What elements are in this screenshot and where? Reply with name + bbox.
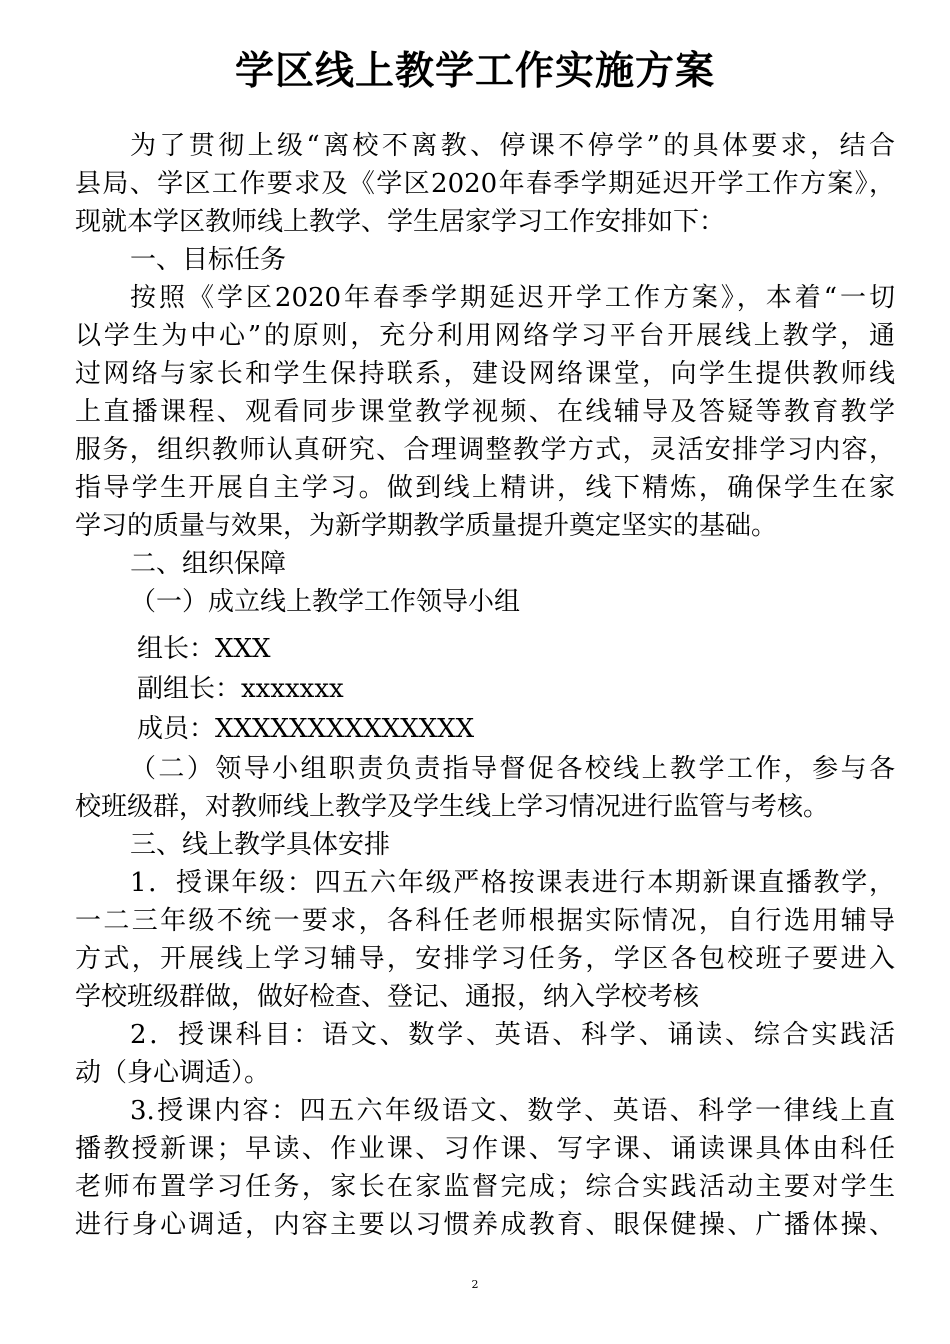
paragraph-line: （二）领导小组职责负责指导督促各校线上教学工作，参与各 xyxy=(130,754,895,784)
section-heading: 一、目标任务 xyxy=(130,245,287,275)
deputy-leader-line: 副组长：xxxxxxx xyxy=(137,674,344,704)
paragraph-line: 播教授新课；早读、作业课、习作课、写字课、诵读课具体由科任 xyxy=(75,1134,895,1164)
section-heading: 三、线上教学具体安排 xyxy=(130,830,391,860)
paragraph-line: 3.授课内容：四五六年级语文、数学、英语、科学一律线上直 xyxy=(130,1096,895,1126)
page-number: 2 xyxy=(471,1278,479,1291)
paragraph-line: 学校班级群做，做好检查、登记、通报，纳入学校考核 xyxy=(75,982,700,1012)
paragraph-line: 为了贯彻上级“离校不离教、停课不停学”的具体要求，结合 xyxy=(130,131,895,161)
document-title: 学区线上教学工作实施方案 xyxy=(234,49,715,94)
paragraph-line: 方式，开展线上学习辅导，安排学习任务，学区各包校班子要进入 xyxy=(75,944,895,974)
paragraph-line: 进行身心调适，内容主要以习惯养成教育、眼保健操、广播体操、 xyxy=(75,1210,895,1240)
paragraph-line: 一二三年级不统一要求，各科任老师根据实际情况，自行选用辅导 xyxy=(75,906,895,936)
paragraph-line: 动（身心调适）。 xyxy=(75,1058,271,1088)
paragraph-line: 现就本学区教师线上教学、学生居家学习工作安排如下： xyxy=(75,207,726,237)
paragraph-line: 以学生为中心”的原则，充分利用网络学习平台开展线上教学，通 xyxy=(75,321,895,351)
paragraph-line: 2．授课科目：语文、数学、英语、科学、诵读、综合实践活 xyxy=(130,1020,895,1050)
paragraph-line: 服务，组织教师认真研究、合理调整教学方式，灵活安排学习内容， xyxy=(75,435,895,465)
paragraph-line: 过网络与家长和学生保持联系，建设网络课堂，向学生提供教师线 xyxy=(75,359,895,389)
paragraph-line: 上直播课程、观看同步课堂教学视频、在线辅导及答疑等教育教学 xyxy=(75,397,895,427)
paragraph-line: 1．授课年级：四五六年级严格按课表进行本期新课直播教学， xyxy=(130,868,895,898)
subsection-heading: （一）成立线上教学工作领导小组 xyxy=(130,587,521,617)
paragraph-line: 学习的质量与效果，为新学期教学质量提升奠定坚实的基础。 xyxy=(75,511,778,541)
leader-line: 组长：XXX xyxy=(137,634,271,664)
members-line: 成员：XXXXXXXXXXXXXX xyxy=(137,714,475,744)
paragraph-line: 县局、学区工作要求及《学区2020年春季学期延迟开学工作方案》， xyxy=(75,169,895,199)
paragraph-line: 老师布置学习任务，家长在家监督完成；综合实践活动主要对学生 xyxy=(75,1172,895,1202)
section-heading: 二、组织保障 xyxy=(130,549,287,579)
paragraph-line: 按照《学区2020年春季学期延迟开学工作方案》，本着“一切 xyxy=(130,283,895,313)
paragraph-line: 指导学生开展自主学习。做到线上精讲，线下精炼，确保学生在家 xyxy=(75,473,895,503)
paragraph-line: 校班级群，对教师线上教学及学生线上学习情况进行监管与考核。 xyxy=(75,792,830,822)
